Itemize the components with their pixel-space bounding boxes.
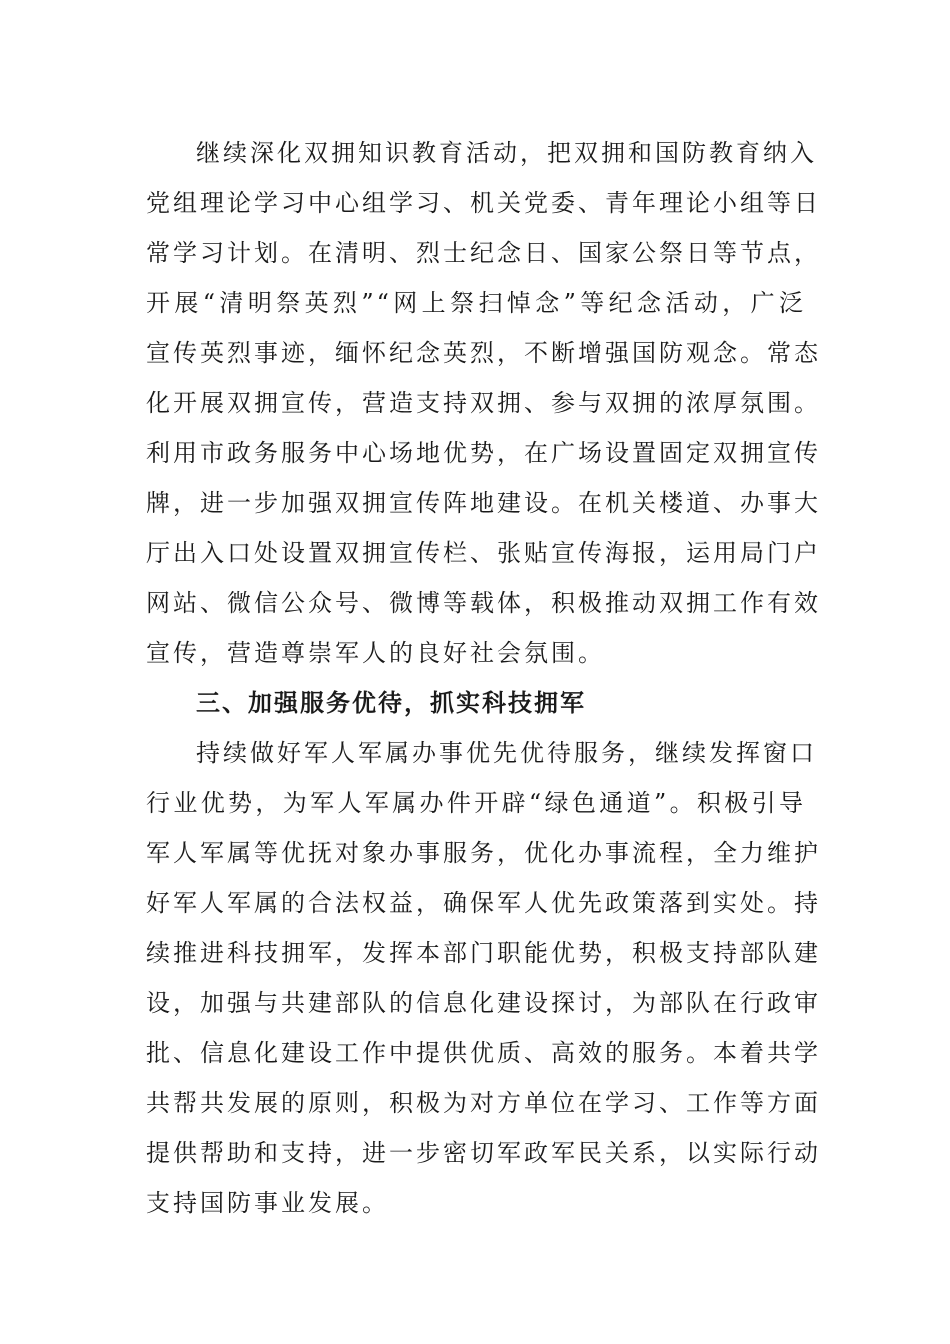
paragraph-2-line-3: 军人军属等优抚对象办事服务，优化办事流程，全力维护 (146, 839, 821, 867)
paragraph-2-line-10: 支持国防事业发展。 (146, 1189, 389, 1217)
paragraph-1-line-9: 厅出入口处设置双拥宣传栏、张贴宣传海报，运用局门户 (146, 539, 821, 567)
paragraph-1-line-10: 网站、微信公众号、微博等载体，积极推动双拥工作有效 (146, 589, 821, 617)
paragraph-2-line-5: 续推进科技拥军，发挥本部门职能优势，积极支持部队建 (146, 939, 821, 967)
paragraph-2-line-7: 批、信息化建设工作中提供优质、高效的服务。本着共学 (146, 1039, 821, 1067)
paragraph-1-line-8: 牌，进一步加强双拥宣传阵地建设。在机关楼道、办事大 (146, 489, 821, 517)
paragraph-2-line-6: 设，加强与共建部队的信息化建设探讨，为部队在行政审 (146, 989, 821, 1017)
paragraph-1-line-1: 继续深化双拥知识教育活动，把双拥和国防教育纳入 (196, 139, 817, 167)
paragraph-1-line-6: 化开展双拥宣传，营造支持双拥、参与双拥的浓厚氛围。 (146, 389, 821, 417)
paragraph-1-line-3: 常学习计划。在清明、烈士纪念日、国家公祭日等节点， (146, 239, 821, 267)
paragraph-1-line-5: 宣传英烈事迹，缅怀纪念英烈，不断增强国防观念。常态 (146, 339, 821, 367)
paragraph-2-line-9: 提供帮助和支持，进一步密切军政军民关系，以实际行动 (146, 1139, 821, 1167)
paragraph-1-line-7: 利用市政务服务中心场地优势，在广场设置固定双拥宣传 (146, 439, 821, 467)
paragraph-2-line-8: 共帮共发展的原则，积极为对方单位在学习、工作等方面 (146, 1089, 821, 1117)
paragraph-2-line-1: 持续做好军人军属办事优先优待服务，继续发挥窗口 (196, 739, 817, 767)
paragraph-2-line-4: 好军人军属的合法权益，确保军人优先政策落到实处。持 (146, 889, 821, 917)
section-heading: 三、加强服务优待，抓实科技拥军 (196, 689, 586, 717)
paragraph-2-line-2: 行业优势，为军人军属办件开辟“绿色通道”。积极引导 (146, 789, 806, 817)
paragraph-1-line-11: 宣传，营造尊崇军人的良好社会氛围。 (146, 639, 605, 667)
paragraph-1-line-2: 党组理论学习中心组学习、机关党委、青年理论小组等日 (146, 189, 821, 217)
paragraph-1-line-4: 开展“清明祭英烈”“网上祭扫悼念”等纪念活动，广泛 (146, 289, 806, 317)
